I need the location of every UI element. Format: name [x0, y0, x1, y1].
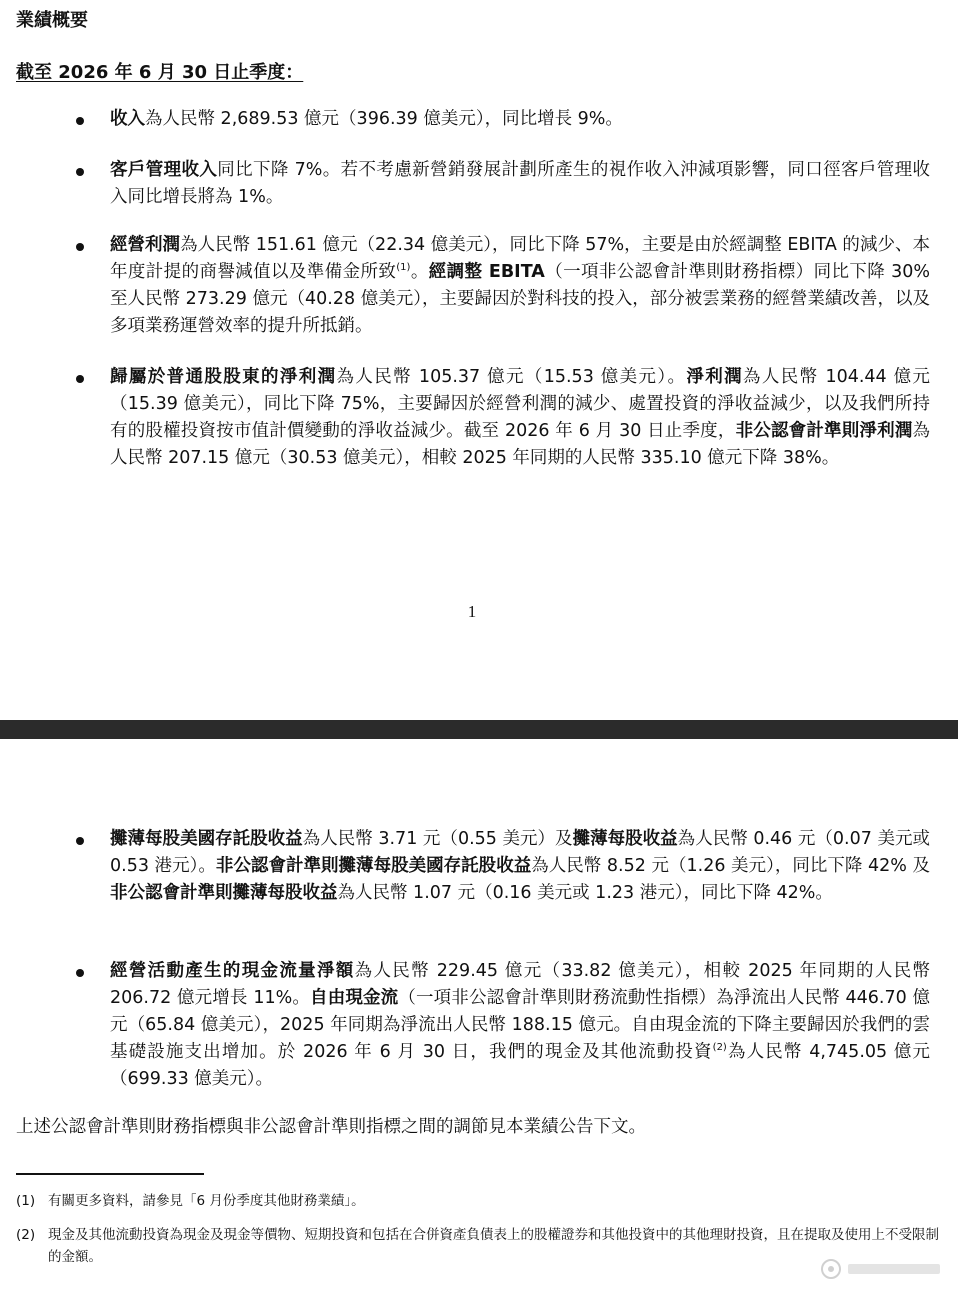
- footnote-number: (1): [16, 1193, 36, 1209]
- period-heading: 截至 2026 年 6 月 30 日止季度：: [16, 62, 304, 83]
- bullet-text: 歸屬於普通股股東的淨利潤為人民幣 105.37 億元（15.53 億美元）。淨利潤為人民幣 104.44 億元（15.39 億美元），同比下降 75%，主要歸因於經營利潤的減少、處置投資的淨收益減少，以及我們所持有的股權投資按市值計價變動的淨收益減少。截至 2026 年 6 月 30 日止季度，非公認會計準則淨利潤為人民幣 207.15 億元（30.53 億美元），相較 2025 年同期的人民幣 335.10 億元下降 38%。: [110, 367, 931, 468]
- page-number: 1: [467, 602, 477, 621]
- bullet-text: 經營利潤為人民幣 151.61 億元（22.34 億美元），同比下降 57%，主要是由於經調整 EBITA 的減少、本年度計提的商譽減值以及準備金所致$^{(1)}$。經調整 EBITA（一項非公認會計準則財務指標）同比下降 30% 至人民幣 273.29 億元（40.28 億美元），主要歸因於對科技的投入，部分被雲業務的經營業績改善，以及多項業務運營效率的提升所抵銷。: [110, 235, 931, 336]
- bullet-icon: [76, 375, 84, 383]
- footnote-number: (2): [16, 1227, 36, 1243]
- bullet-icon: [76, 168, 84, 176]
- section-title: 業績概要: [16, 10, 88, 31]
- bullet-icon: [76, 837, 84, 845]
- bullet-text: 經營活動產生的現金流量淨額為人民幣 229.45 億元（33.82 億美元），相較 2025 年同期的人民幣 206.72 億元增長 11%。自由現金流（一項非公認會計準則財務流動性指標）為淨流出人民幣 446.70 億元（65.84 億美元），2025 年同期為淨流出人民幣 188.15 億元。自由現金流的下降主要歸因於我們的雲基礎設施支出增加。於 2026 年 6 月 30 日，我們的現金及其他流動投資$^{(2)}$為人民幣 4,745.05 億元（699.33 億美元）。: [110, 961, 931, 1089]
- bullet-icon: [76, 117, 84, 125]
- bullet-text: 客戶管理收入同比下降 7%。若不考慮新營銷發展計劃所產生的視作收入沖減項影響，同口徑客戶管理收入同比增長將為 1%。: [110, 160, 931, 207]
- footnote-text: 有關更多資料，請參見「6 月份季度其他財務業績」。: [48, 1193, 365, 1209]
- bullet-text: 攤薄每股美國存託股收益為人民幣 3.71 元（0.55 美元）及攤薄每股收益為人民幣 0.46 元（0.07 美元或 0.53 港元）。非公認會計準則攤薄每股美國存託股收益為人民幣 8.52 元（1.26 美元），同比下降 42% 及非公認會計準則攤薄每股收益為人民幣 1.07 元（0.16 美元或 1.23 港元），同比下降 42%。: [110, 829, 931, 903]
- footnote-text: 現金及其他流動投資為現金及現金等價物、短期投資和包括在合併資產負債表上的股權證券和其他投資中的其他理財投資，且在提取及使用上不受限制的金額。: [48, 1227, 939, 1265]
- page-divider: [0, 720, 958, 739]
- bullet-icon: [76, 969, 84, 977]
- bullet-icon: [76, 243, 84, 251]
- footnote-rule: [16, 1173, 204, 1175]
- reconciliation-note: 上述公認會計準則財務指標與非公認會計準則指標之間的調節見本業績公告下文。: [16, 1117, 646, 1137]
- watermark-icon: [820, 1258, 948, 1280]
- bullet-text: 收入為人民幣 2,689.53 億元（396.39 億美元），同比增長 9%。: [110, 109, 623, 129]
